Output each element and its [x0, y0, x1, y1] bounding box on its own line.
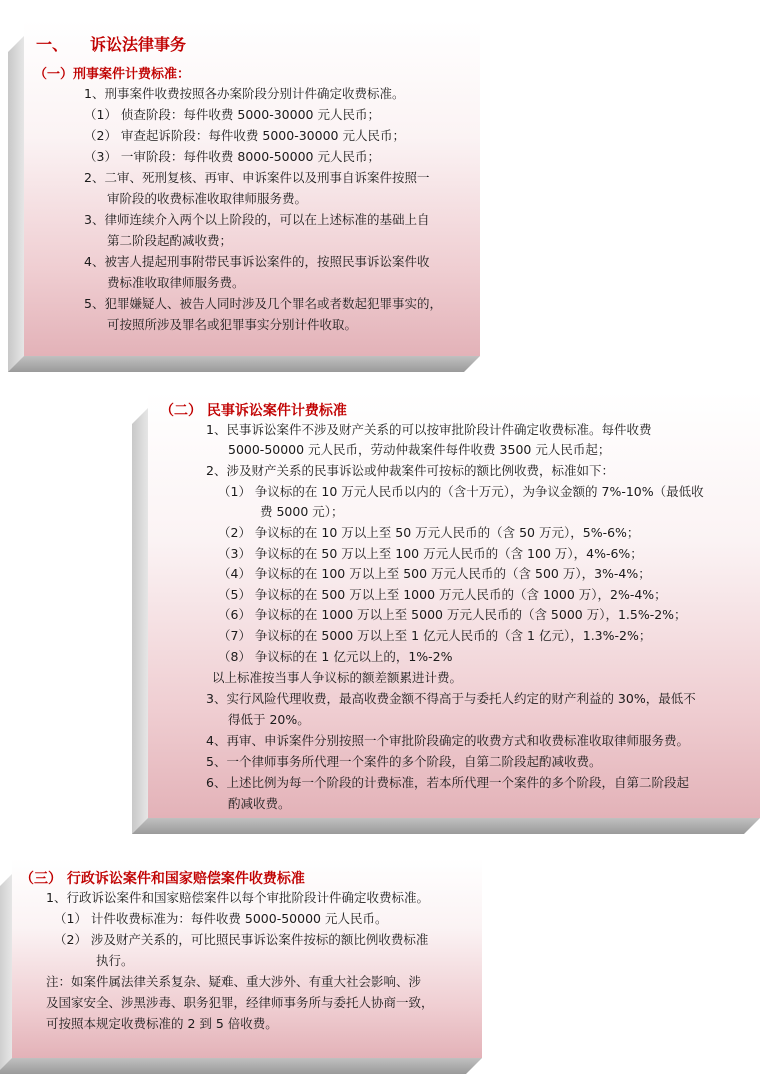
section2-line: 2、涉及财产关系的民事诉讼或仲裁案件可按标的额比例收费，标准如下： [206, 463, 614, 478]
section1-line: 1、刑事案件收费按照各办案阶段分别计件确定收费标准。 [84, 86, 405, 101]
civil-fee-heading: （二） 民事诉讼案件计费标准 [160, 403, 347, 419]
section3-line: 可按照本规定收费标准的 2 到 5 倍收费。 [46, 1016, 278, 1031]
section2-line: 3、实行风险代理收费，最高收费金额不得高于与委托人约定的财产利益的 30%，最低不 [206, 691, 696, 706]
section1-line: 4、被害人提起刑事附带民事诉讼案件的，按照民事诉讼案件收 [84, 254, 430, 269]
section3-line: 及国家安全、涉黑涉毒、职务犯罪，经律师事务所与委托人协商一致， [46, 995, 434, 1010]
section3-line: 1、行政诉讼案件和国家赔偿案件以每个审批阶段计件确定收费标准。 [46, 890, 429, 905]
section1-line: （3） 一审阶段：每件收费 8000-50000 元人民币； [84, 149, 380, 164]
section1-line: 5、犯罪嫌疑人、被告人同时涉及几个罪名或者数起犯罪事实的， [84, 296, 442, 311]
section2-line: （5） 争议标的在 500 万以上至 1000 万元人民币的（含 1000 万），2%-4%； [218, 587, 667, 602]
section1-line: 费标准收取律师服务费。 [107, 275, 245, 290]
section2-line: 酌减收费。 [228, 796, 291, 811]
criminal-fee-heading: （一）刑事案件计费标准： [34, 67, 191, 82]
section2-line: 费 5000 元）； [260, 504, 344, 519]
section2-line: 1、民事诉讼案件不涉及财产关系的可以按审批阶段计件确定收费标准。每件收费 [206, 422, 652, 437]
section2-line: （8） 争议标的在 1 亿元以上的，1%-2% [218, 649, 453, 664]
section2-line: （4） 争议标的在 100 万以上至 500 万元人民币的（含 500 万），3%-4%； [218, 566, 651, 581]
section2-line: 6、上述比例为每一个阶段的计费标准，若本所代理一个案件的多个阶段，自第二阶段起 [206, 775, 689, 790]
section2-line: 得低于 20%。 [228, 712, 310, 727]
section3-line: 注：如案件属法律关系复杂、疑难、重大涉外、有重大社会影响、涉 [46, 974, 422, 989]
section1-line: 可按照所涉及罪名或犯罪事实分别计件收取。 [107, 317, 358, 332]
section2-line: 4、再审、申诉案件分别按照一个审批阶段确定的收费方式和收费标准收取律师服务费。 [206, 733, 689, 748]
section1-line: 2、二审、死刑复核、再审、申诉案件以及刑事自诉案件按照一 [84, 170, 430, 185]
section1-title-number: 一、 [36, 35, 69, 54]
section2-line: 以上标准按当事人争议标的额差额累进计费。 [212, 670, 463, 685]
section1-line: 审阶段的收费标准收取律师服务费。 [107, 191, 308, 206]
section1-line: （2） 审查起诉阶段：每件收费 5000-30000 元人民币； [84, 128, 405, 143]
section2-line: （6） 争议标的在 1000 万以上至 5000 万元人民币的（含 5000 万），1.5%-2%； [218, 607, 687, 622]
section2-line: （3） 争议标的在 50 万以上至 100 万元人民币的（含 100 万），4%-6%； [218, 546, 643, 561]
section2-line: （7） 争议标的在 5000 万以上至 1 亿元人民币的（含 1 亿元），1.3%-2%； [218, 628, 652, 643]
administrative-fee-heading: （三） 行政诉讼案件和国家赔偿案件收费标准 [20, 871, 305, 887]
section1-title: 诉讼法律事务 [90, 35, 187, 54]
section2-line: 5000-50000 元人民币，劳动仲裁案件每件收费 3500 元人民币起； [228, 442, 611, 457]
section2-line: 5、一个律师事务所代理一个案件的多个阶段，自第二阶段起酌减收费。 [206, 754, 602, 769]
section1-line: 第二阶段起酌减收费； [107, 233, 233, 248]
section1-line: 3、律师连续介入两个以上阶段的，可以在上述标准的基础上自 [84, 212, 430, 227]
section3-line: 执行。 [96, 953, 134, 968]
section3-line: （1） 计件收费标准为：每件收费 5000-50000 元人民币。 [54, 911, 388, 926]
section3-line: （2） 涉及财产关系的，可比照民事诉讼案件按标的额比例收费标准 [54, 932, 429, 947]
section2-line: （1） 争议标的在 10 万元人民币以内的（含十万元），为争议金额的 7%-10%（最低收 [218, 484, 704, 499]
section2-line: （2） 争议标的在 10 万以上至 50 万元人民币的（含 50 万元），5%-6%； [218, 525, 640, 540]
section1-line: （1） 侦查阶段：每件收费 5000-30000 元人民币； [84, 107, 380, 122]
